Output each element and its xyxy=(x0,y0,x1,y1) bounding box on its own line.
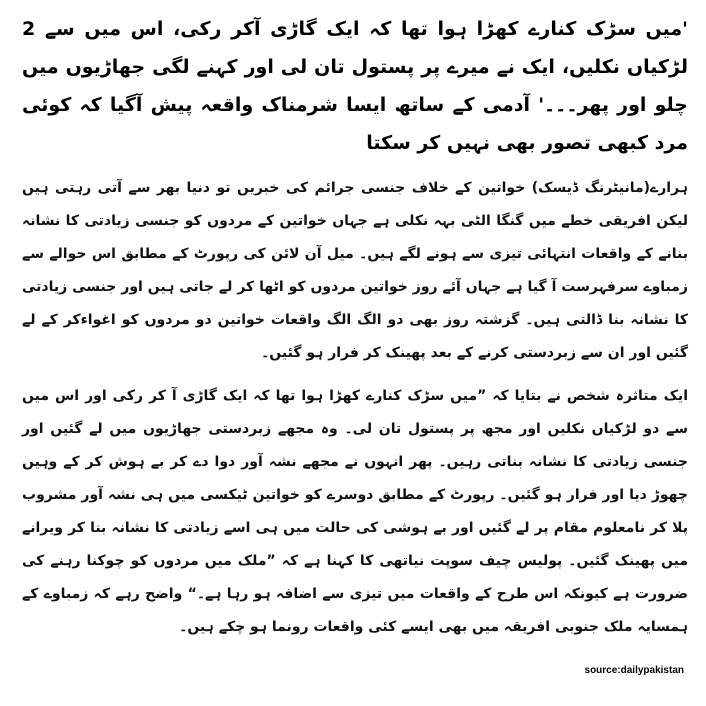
article-paragraph-2: ایک متاثرہ شخص نے بتایا کہ ”میں سڑک کنارے کھڑا ہوا تھا کہ ایک گاڑی آ کر رکی اور اس میں سے دو لڑکیاں نکلیں اور مجھ پر پستول تان لی۔ وہ مجھے زبردستی جھاڑیوں میں لے گئیں اور جنسی زیادتی کا نشانہ بناتی رہیں۔ پھر انہوں نے مجھے نشہ آور دوا دے کر بے ہوش کر کے وہیں چھوڑ دیا اور فرار ہو گئیں۔ رپورٹ کے مطابق دوسرے کو خواتین ٹیکسی میں ہی نشہ آور مشروب پلا کر نامعلوم مقام پر لے گئیں اور بے ہوشی کی حالت میں ہی اسے زیادتی کا نشانہ بنا کر ویرانے میں پھینک گئیں۔ پولیس چیف سوپت نیاتھی کا کہنا ہے کہ ”ملک میں مردوں کو چوکنا رہنے کی ضرورت ہے کیونکہ اس طرح کے واقعات میں تیزی سے اضافہ ہو رہا ہے۔“ واضح رہے کہ زمباوے کے ہمسایہ ملک جنوبی افریقہ میں بھی ایسے کئی واقعات رونما ہو چکے ہیں۔ xyxy=(22,388,688,635)
article-headline: 'میں سڑک کنارے کھڑا ہوا تھا کہ ایک گاڑی آکر رکی، اس میں سے 2 لڑکیاں نکلیں، ایک نے میرے پر پستول تان لی اور کہنے لگی جھاڑیوں میں چلو اور پھر۔۔۔' آدمی کے ساتھ ایسا شرمناک واقعہ پیش آگیا کہ کوئی مرد کبھی تصور بھی نہیں کر سکتا xyxy=(22,18,688,154)
source-credit: source:dailypakistan xyxy=(584,665,684,676)
article-paragraph-1: ہرارے(مانیٹرنگ ڈیسک) خواتین کے خلاف جنسی جرائم کی خبریں تو دنیا بھر سے آتی رہتی ہیں لیکن افریقی خطے میں گنگا الٹی بہہ نکلی ہے جہاں خواتین کے مردوں کو جنسی زیادتی کا نشانہ بنانے کے واقعات انتہائی تیزی سے ہونے لگے ہیں۔ میل آن لائن کی رپورٹ کے مطابق اس حوالے سے زمباوے سرفہرست آ گیا ہے جہاں آئے روز خواتین مردوں کو اٹھا کر لے جاتی ہیں اور جنسی زیادتی کا نشانہ بنا ڈالتی ہیں۔ گزشتہ روز بھی دو الگ الگ واقعات خواتین دو مردوں کو اغواءکر کے لے گئیں اور ان سے زبردستی کرنے کے بعد پھینک کر فرار ہو گئیں۔ xyxy=(22,180,688,361)
